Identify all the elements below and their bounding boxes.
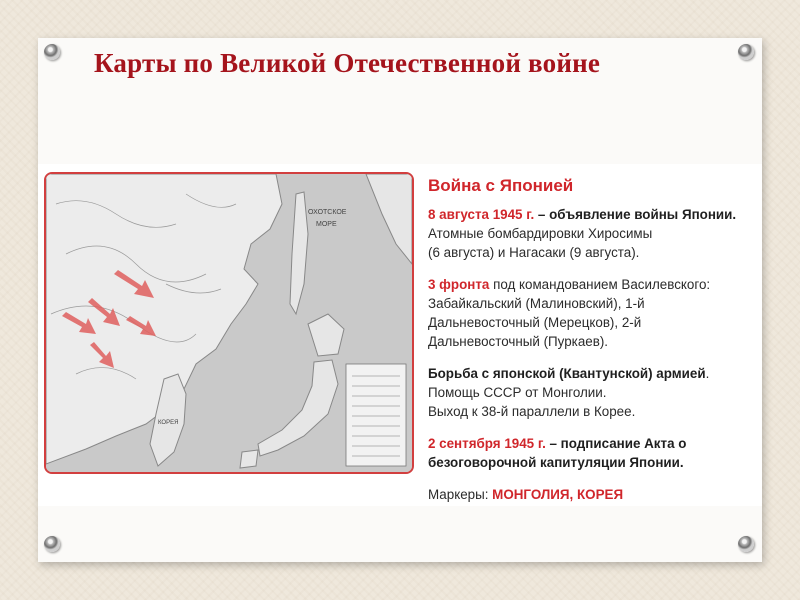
text-line: Атомные бомбардировки Хиросимы (428, 226, 653, 241)
kwantung-lead: Борьба с японской (Квантунской) армией (428, 366, 706, 381)
text-line: (6 августа) и Нагасаки (9 августа). (428, 245, 640, 260)
slide-title: Карты по Великой Отечественной войне (94, 48, 601, 78)
text-line: Забайкальский (Малиновский), 1-й (428, 296, 645, 311)
fronts-lead: 3 фронта (428, 277, 490, 292)
pin-icon (738, 44, 754, 60)
map-label-korea: КОРЕЯ (158, 420, 179, 426)
text-line: Выход к 38-й параллели в Корее. (428, 404, 636, 419)
map-label-sea: ОХОТСКОЕ (308, 209, 347, 216)
event-declaration: – объявление войны Японии. (534, 207, 737, 222)
pin-icon (44, 536, 60, 552)
date-capitulation: 2 сентября 1945 г. (428, 436, 546, 451)
info-paragraph-capitulation (428, 434, 764, 472)
info-paragraph-war (428, 205, 764, 262)
text-line: Дальневосточный (Мерецков), 2-й (428, 315, 642, 330)
markers-line (428, 485, 764, 504)
markers-value: МОНГОЛИЯ, КОРЕЯ (492, 487, 624, 502)
map-label-sea2: МОРЕ (316, 221, 337, 228)
text-line: безоговорочной капитуляции Японии. (428, 455, 684, 470)
info-panel (428, 176, 764, 504)
date-declaration: 8 августа 1945 г. (428, 207, 535, 222)
event-capitulation: – подписание Акта о (545, 436, 687, 451)
text-line: . (705, 366, 710, 381)
info-heading: Война с Японией (428, 176, 574, 195)
text-line: Помощь СССР от Монголии. (428, 385, 607, 400)
text-line: под командованием Василевского: (489, 277, 711, 292)
info-paragraph-kwantung (428, 364, 764, 421)
info-paragraph-fronts (428, 275, 764, 351)
markers-label: Маркеры: (428, 487, 493, 502)
pin-icon (738, 536, 754, 552)
text-line: Дальневосточный (Пуркаев). (428, 334, 609, 349)
map-image (44, 172, 414, 474)
pin-icon (44, 44, 60, 60)
